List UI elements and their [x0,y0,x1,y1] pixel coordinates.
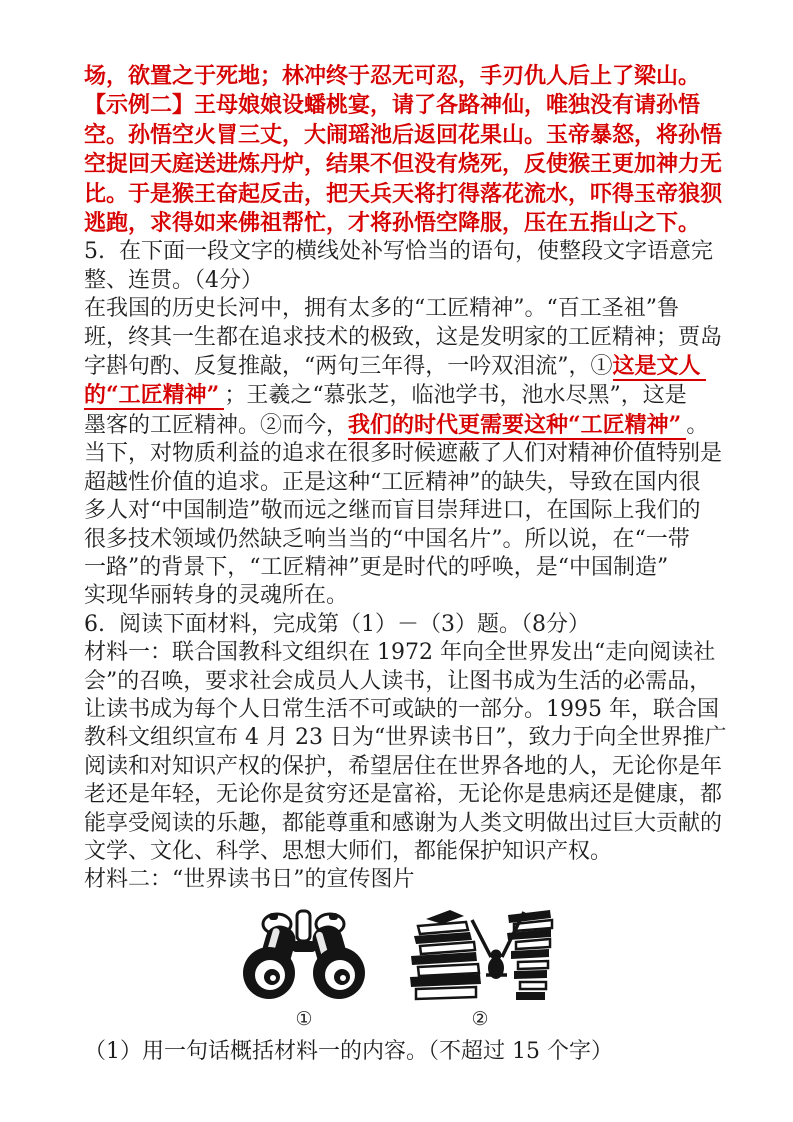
text-line [84,696,720,724]
text-line [84,62,720,91]
text-line [84,180,723,209]
text-line [84,497,720,525]
document-body [84,62,727,895]
text-line [84,582,720,610]
text-line [84,469,720,497]
text-line [84,238,720,266]
text-line [84,668,720,696]
text-run: 多人对“中国制造”敬而远之继而盲目崇拜进口，在国际上我们的 [84,498,701,524]
text-run: 阅读和对知识产权的保护，希望居住在世界各地的人，无论你是年 [84,753,723,779]
text-line [84,526,720,554]
text-line [84,724,727,752]
answer-text-run: 这是文人 [613,353,706,381]
text-run: 班，终其一生都在追求技术的极致，这是发明家的工匠精神；贾岛 [84,324,723,350]
figure-1-label: ① [295,1007,313,1030]
text-run: 让读书成为每个人日常生活不可或缺的一部分。1995 年，联合国 [84,696,719,722]
text-line [84,381,720,410]
text-run: 5. 在下面一段文字的横线处补写恰当的语句，使整段文字语意完 [84,239,713,265]
text-run: （1）用一句话概括材料一的内容。（不超过 15 个字） [84,1038,613,1064]
reading-day-posters-row [236,905,720,1030]
text-line [84,781,723,809]
text-run: 材料二：“世界读书日”的宣传图片 [84,867,415,893]
answer-text-run: 【示例二】王母娘娘设蟠桃宴，请了各路神仙，唯独没有请孙悟 [84,92,701,119]
text-line [84,352,720,381]
answer-text-run: 空。孙悟空火冒三丈，大闹瑶池后返回花果山。玉帝暴怒，将孙悟 [84,121,723,148]
answer-text-run: 空捉回天庭送进炼丹炉，结果不但没有烧死，反使猴王更加神力无 [84,151,723,178]
text-line [84,810,723,838]
text-run: 老还是年轻，无论你是贫穷还是富裕，无论你是患病还是健康，都 [84,782,723,808]
figure-2 [406,905,554,1030]
document-body-bottom [84,1038,720,1066]
text-line [84,753,723,781]
text-run: 在我国的历史长河中，拥有太多的“工匠精神”。“百工圣祖”鲁 [84,296,679,322]
text-run: 字斟句酌、反复推敲，“两句三年得，一吟双泪流”，① [84,354,613,380]
text-line [84,611,720,639]
text-run: 当下，对物质利益的追求在很多时候遮蔽了人们对精神价值特别是 [84,441,723,467]
text-run: 超越性价值的追求。正是这种“工匠精神”的缺失，导致在国内很 [84,469,701,495]
text-line [84,150,723,179]
answer-text-run: 的“工匠精神” [84,382,224,410]
text-run: 一路”的背景下，“工匠精神”更是时代的呼唤，是“中国制造” [84,554,669,580]
document-content [84,62,727,1066]
text-run: 6. 阅读下面材料，完成第（1）－（3）题。（8分） [84,611,590,637]
text-line [84,866,720,894]
book-stacks-swing-image [406,905,554,1001]
text-run: 文学、文化、科学、思想大师们，都能保护知识产权。 [84,838,613,864]
answer-text-run: 逃跑，求得如来佛祖帮忙，才将孙悟空降服，压在五指山之下。 [84,210,701,237]
text-line [84,324,723,352]
text-run: 材料一：联合国教科文组织在 1972 年向全世界发出“走向阅读社 [84,640,716,666]
text-line [84,267,720,295]
binoculars-of-rolled-books-image [236,907,372,1001]
text-run: 实现华丽转身的灵魂所在。 [84,583,349,609]
text-run: 会”的召唤，要求社会成员人人读书，让图书成为生活的必需品， [84,668,712,694]
text-run: 教科文组织宣布 4 月 23 日为“世界读书日”，致力于向全世界推广 [84,725,727,751]
text-line [84,440,723,468]
text-line [84,554,720,582]
text-line [84,91,720,120]
figure-2-label: ② [471,1007,489,1030]
text-line [84,295,720,323]
text-run: 整、连贯。（4分） [84,267,263,293]
answer-text-run: 比。于是猴王奋起反击，把天兵天将打得落花流水，吓得玉帝狼狈 [84,180,723,207]
text-run: 墨客的工匠精神。②而今， [84,412,349,438]
text-line [84,121,723,150]
text-line [84,639,720,667]
text-line [84,1038,720,1066]
figure-1 [236,907,372,1030]
text-run: ；王羲之“慕张芝，临池学书，池水尽黑”，这是 [224,383,687,409]
text-run: 。 [686,412,709,438]
text-run: 很多技术领域仍然缺乏响当当的“中国名片”。所以说，在“一带 [84,526,690,552]
text-line [84,838,720,866]
answer-text-run: 我们的时代更需要这种“工匠精神” [348,412,686,440]
answer-text-run: 场，欲置之于死地；林冲终于忍无可忍，手刃仇人后上了梁山。 [84,63,701,89]
text-run: 能享受阅读的乐趣，都能尊重和感谢为人类文明做出过巨大贡献的 [84,810,723,836]
text-line [84,411,720,440]
text-line [84,209,720,238]
